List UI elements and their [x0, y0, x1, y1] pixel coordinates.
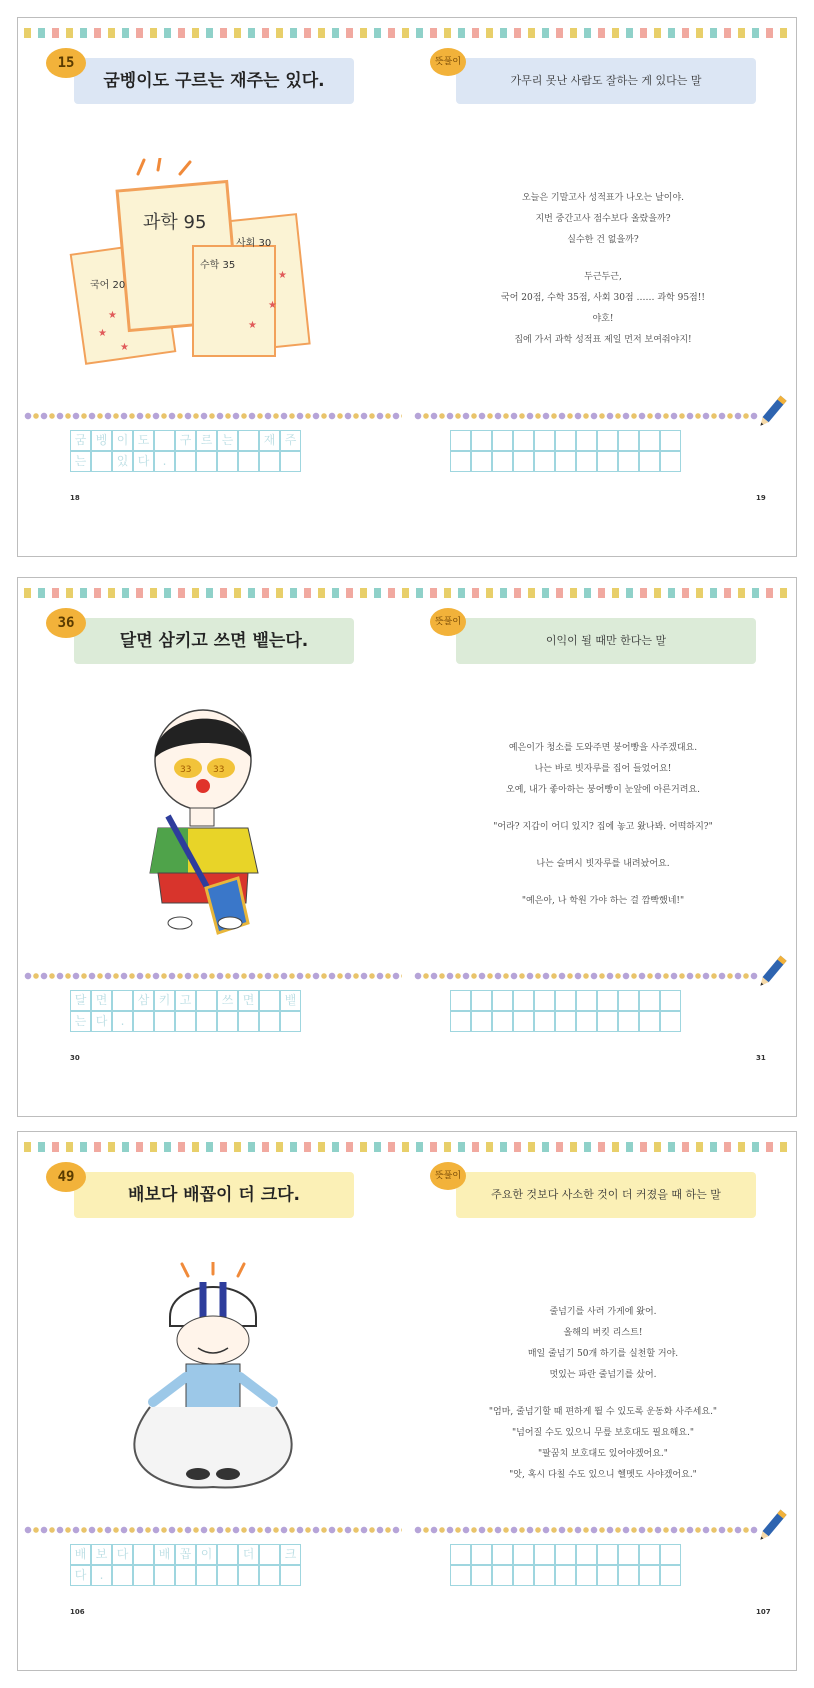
proverb-number: 36: [46, 608, 86, 638]
grid-cell[interactable]: [660, 451, 681, 472]
grid-cell[interactable]: [660, 1565, 681, 1586]
grid-cell[interactable]: 쓰: [217, 990, 238, 1011]
story-line: 올해의 버킷 리스트!: [563, 1328, 643, 1338]
grid-cell[interactable]: [259, 990, 280, 1011]
meaning-label: 뜻풀이: [430, 608, 466, 636]
story-line: 야호!: [592, 314, 614, 324]
grid-cell[interactable]: 다: [91, 1011, 112, 1032]
grid-cell[interactable]: [618, 1544, 639, 1565]
grid-cell[interactable]: [513, 990, 534, 1011]
grid-cell[interactable]: 는: [70, 1011, 91, 1032]
grid-cell[interactable]: [555, 1011, 576, 1032]
grid-cell[interactable]: [450, 1565, 471, 1586]
grid-cell[interactable]: [555, 1565, 576, 1586]
grid-cell[interactable]: [259, 1565, 280, 1586]
grid-cell[interactable]: [471, 1565, 492, 1586]
story-line: 나는 바로 빗자루를 집어 들었어요!: [534, 764, 672, 774]
grid-cell[interactable]: [238, 430, 259, 451]
bead-divider: [414, 1526, 758, 1534]
grid-cell[interactable]: [492, 1011, 513, 1032]
story-line: 두근두근,: [584, 272, 622, 282]
paper-korean: 국어 20: [90, 280, 126, 291]
svg-text:★: ★: [268, 300, 277, 311]
story-line: 멋있는 파란 줄넘기를 샀어.: [549, 1370, 657, 1380]
grid-cell[interactable]: [576, 1544, 597, 1565]
story-line: 오늘은 기말고사 성적표가 나오는 날이야.: [521, 193, 685, 203]
grid-cell[interactable]: [597, 990, 618, 1011]
boy-jump-rope-illustration: [98, 1262, 328, 1502]
grid-cell[interactable]: 는: [70, 451, 91, 472]
story-text: [448, 188, 758, 351]
grid-cell[interactable]: 다: [112, 1544, 133, 1565]
grid-cell[interactable]: [492, 1544, 513, 1565]
grid-cell[interactable]: [112, 990, 133, 1011]
grid-cell[interactable]: [471, 430, 492, 451]
story-line: "엄마, 줄넘기할 때 편하게 뛸 수 있도록 운동화 사주세요.": [488, 1407, 718, 1417]
right-page: [408, 1132, 797, 1670]
grid-cell[interactable]: [280, 451, 301, 472]
grid-cell[interactable]: [259, 451, 280, 472]
grid-cell[interactable]: [217, 1544, 238, 1565]
bead-divider: [414, 972, 758, 980]
bead-divider: [24, 972, 402, 980]
grid-cell[interactable]: [555, 430, 576, 451]
story-text: [448, 738, 758, 912]
story-text: [448, 1302, 758, 1486]
grid-cell[interactable]: [639, 1011, 660, 1032]
grid-cell[interactable]: [618, 1011, 639, 1032]
grid-cell[interactable]: [597, 1565, 618, 1586]
grid-cell[interactable]: [175, 1011, 196, 1032]
story-line: 줄넘기를 사러 가게에 왔어.: [549, 1307, 657, 1317]
pencil-icon: [756, 1506, 788, 1546]
meaning-label: 뜻풀이: [430, 48, 466, 76]
grid-cell[interactable]: [513, 1011, 534, 1032]
writing-grid-right: [450, 1544, 681, 1586]
grid-cell[interactable]: [555, 990, 576, 1011]
page-number-left: 18: [70, 494, 80, 502]
grid-cell[interactable]: 꼽: [175, 1544, 196, 1565]
writing-grid-left: [70, 430, 301, 472]
grid-cell[interactable]: [196, 1011, 217, 1032]
grid-cell[interactable]: [618, 430, 639, 451]
grid-cell[interactable]: 다: [133, 451, 154, 472]
eye-left-text: 33: [180, 765, 192, 775]
grid-cell[interactable]: [513, 451, 534, 472]
grid-cell[interactable]: 고: [175, 990, 196, 1011]
meaning-band: [456, 58, 756, 104]
grid-cell[interactable]: [618, 1565, 639, 1586]
paper-math: 수학 35: [200, 260, 236, 271]
boy-sweeping-illustration: [118, 698, 318, 948]
grid-cell[interactable]: 구: [175, 430, 196, 451]
right-page: [408, 578, 797, 1116]
grid-cell[interactable]: 다: [70, 1565, 91, 1586]
grid-cell[interactable]: [133, 1544, 154, 1565]
grid-cell[interactable]: [618, 451, 639, 472]
grid-cell[interactable]: [154, 430, 175, 451]
meaning-text: 가무리 못난 사람도 잘하는 게 있다는 말: [510, 74, 702, 87]
grid-cell[interactable]: 이: [112, 430, 133, 451]
grid-cell[interactable]: [660, 430, 681, 451]
grid-cell[interactable]: [154, 1565, 175, 1586]
svg-text:★: ★: [108, 310, 117, 321]
grid-cell[interactable]: 르: [196, 430, 217, 451]
grid-cell[interactable]: [259, 1011, 280, 1032]
story-line: "넘어질 수도 있으니 무릎 보호대도 필요해요.": [512, 1428, 694, 1438]
grid-cell[interactable]: 주: [280, 430, 301, 451]
left-page: [18, 18, 408, 556]
story-line: "팔꿈치 보호대도 있어야겠어요.": [538, 1449, 668, 1459]
page-number-left: 30: [70, 1054, 80, 1062]
grid-cell[interactable]: 배: [154, 1544, 175, 1565]
proverb-number: 49: [46, 1162, 86, 1192]
grid-cell[interactable]: .: [112, 1011, 133, 1032]
grid-cell[interactable]: [133, 1011, 154, 1032]
grid-cell[interactable]: 있: [112, 451, 133, 472]
grid-cell[interactable]: [450, 990, 471, 1011]
story-line: 오예, 내가 좋아하는 붕어빵이 눈앞에 아른거려요.: [506, 785, 700, 795]
grid-cell[interactable]: [576, 1011, 597, 1032]
grid-cell[interactable]: [534, 1011, 555, 1032]
grid-cell[interactable]: [175, 1565, 196, 1586]
grid-cell[interactable]: [534, 1565, 555, 1586]
story-line: 실수한 건 없을까?: [567, 235, 639, 245]
grid-cell[interactable]: 보: [91, 1544, 112, 1565]
grid-cell[interactable]: [450, 1544, 471, 1565]
grid-cell[interactable]: [492, 990, 513, 1011]
grid-cell[interactable]: [534, 990, 555, 1011]
grid-cell[interactable]: 면: [91, 990, 112, 1011]
meaning-text: 주요한 것보다 사소한 것이 더 커졌을 때 하는 말: [491, 1188, 721, 1201]
grid-cell[interactable]: .: [91, 1565, 112, 1586]
grid-cell[interactable]: .: [154, 451, 175, 472]
grid-cell[interactable]: [154, 1011, 175, 1032]
title-band: [74, 1172, 354, 1218]
bead-divider: [24, 1526, 402, 1534]
grid-cell[interactable]: [534, 451, 555, 472]
grid-cell[interactable]: [660, 1011, 681, 1032]
grid-cell[interactable]: 도: [133, 430, 154, 451]
grid-cell[interactable]: [217, 1565, 238, 1586]
eye-right-text: 33: [213, 765, 225, 775]
grid-cell[interactable]: [576, 1565, 597, 1586]
svg-text:★: ★: [278, 270, 287, 281]
report-cards-illustration: [68, 158, 328, 378]
grid-cell[interactable]: [112, 1565, 133, 1586]
grid-cell[interactable]: 키: [154, 990, 175, 1011]
grid-cell[interactable]: 배: [70, 1544, 91, 1565]
grid-cell[interactable]: [492, 430, 513, 451]
grid-cell[interactable]: [639, 451, 660, 472]
grid-cell[interactable]: [471, 1544, 492, 1565]
pencil-icon: [756, 952, 788, 992]
page-number-left: 106: [70, 1608, 85, 1616]
story-line: "어라? 지갑이 어디 있지? 집에 놓고 왔나봐. 어떡하지?": [493, 822, 713, 832]
proverb-title: 달면 삼키고 쓰면 뱉는다.: [119, 631, 309, 651]
book-spread-15: [17, 17, 797, 557]
grid-cell[interactable]: [450, 451, 471, 472]
grid-cell[interactable]: [133, 1565, 154, 1586]
story-line: 국어 20점, 수학 35점, 사회 30점 …… 과학 95점!!: [501, 293, 705, 303]
grid-cell[interactable]: 벵: [91, 430, 112, 451]
title-band: [74, 618, 354, 664]
grid-cell[interactable]: [576, 990, 597, 1011]
grid-cell[interactable]: 더: [238, 1544, 259, 1565]
grid-cell[interactable]: [597, 430, 618, 451]
grid-cell[interactable]: [639, 990, 660, 1011]
grid-cell[interactable]: [618, 990, 639, 1011]
grid-cell[interactable]: [534, 430, 555, 451]
grid-cell[interactable]: [576, 430, 597, 451]
left-page: [18, 578, 408, 1116]
grid-cell[interactable]: [196, 1565, 217, 1586]
grid-cell[interactable]: [639, 430, 660, 451]
grid-cell[interactable]: [217, 1011, 238, 1032]
grid-cell[interactable]: [639, 1565, 660, 1586]
paper-social: 사회 30: [236, 238, 272, 249]
grid-cell[interactable]: [471, 451, 492, 472]
page-number-right: 107: [756, 1608, 771, 1616]
grid-cell[interactable]: 크: [280, 1544, 301, 1565]
meaning-band: [456, 618, 756, 664]
story-line: 지번 중간고사 점수보다 올랐을까?: [535, 214, 671, 224]
story-line: 매일 줄넘기 50개 하기를 실천할 거야.: [527, 1349, 679, 1359]
grid-cell[interactable]: 뱉: [280, 990, 301, 1011]
writing-grid-right: [450, 990, 681, 1032]
story-line: 나는 슬며시 빗자루를 내려놨어요.: [536, 859, 670, 869]
sparkle-lines: [138, 158, 190, 174]
grid-cell[interactable]: [217, 451, 238, 472]
svg-text:★: ★: [98, 328, 107, 339]
grid-cell[interactable]: [280, 1011, 301, 1032]
writing-grid-right: [450, 430, 681, 472]
grid-cell[interactable]: [259, 1544, 280, 1565]
grid-cell[interactable]: [597, 451, 618, 472]
grid-cell[interactable]: [513, 1565, 534, 1586]
proverb-number: 15: [46, 48, 86, 78]
bead-divider: [414, 412, 758, 420]
grid-cell[interactable]: 삼: [133, 990, 154, 1011]
grid-cell[interactable]: [513, 1544, 534, 1565]
grid-cell[interactable]: [238, 1565, 259, 1586]
page-number-right: 31: [756, 1054, 766, 1062]
grid-cell[interactable]: [597, 1011, 618, 1032]
book-spread-36: [17, 577, 797, 1117]
grid-cell[interactable]: [660, 1544, 681, 1565]
grid-cell[interactable]: [513, 430, 534, 451]
grid-cell[interactable]: 굼: [70, 430, 91, 451]
grid-cell[interactable]: [450, 430, 471, 451]
svg-text:★: ★: [248, 320, 257, 331]
grid-cell[interactable]: [492, 1565, 513, 1586]
grid-cell[interactable]: [534, 1544, 555, 1565]
writing-grid-left: [70, 1544, 301, 1586]
grid-cell[interactable]: 면: [238, 990, 259, 1011]
grid-cell[interactable]: [238, 1011, 259, 1032]
grid-cell[interactable]: [238, 451, 259, 472]
writing-grid-left: [70, 990, 301, 1032]
grid-cell[interactable]: [91, 451, 112, 472]
grid-cell[interactable]: 재: [259, 430, 280, 451]
story-line: 집에 가서 과학 성적표 제일 먼저 보여줘야지!: [514, 335, 692, 345]
grid-cell[interactable]: [471, 1011, 492, 1032]
story-line: "앗, 혹시 다칠 수도 있으니 헬멧도 사야겠어요.": [509, 1470, 697, 1480]
grid-cell[interactable]: [555, 451, 576, 472]
proverb-title: 배보다 배꼽이 더 크다.: [127, 1185, 300, 1205]
grid-cell[interactable]: [597, 1544, 618, 1565]
grid-cell[interactable]: [639, 1544, 660, 1565]
book-spread-49: [17, 1131, 797, 1671]
proverb-title: 굼벵이도 구르는 재주는 있다.: [103, 71, 325, 91]
story-line: "예은아, 나 학원 가야 하는 걸 깜빡했네!": [521, 896, 685, 906]
grid-cell[interactable]: 이: [196, 1544, 217, 1565]
grid-cell[interactable]: [555, 1544, 576, 1565]
left-page: [18, 1132, 408, 1670]
right-page: [408, 18, 797, 556]
grid-cell[interactable]: [660, 990, 681, 1011]
bead-divider: [24, 412, 402, 420]
grid-cell[interactable]: [450, 1011, 471, 1032]
grid-cell[interactable]: 달: [70, 990, 91, 1011]
grid-cell[interactable]: 는: [217, 430, 238, 451]
grid-cell[interactable]: [492, 451, 513, 472]
grid-cell[interactable]: [280, 1565, 301, 1586]
title-band: [74, 58, 354, 104]
grid-cell[interactable]: [175, 451, 196, 472]
meaning-text: 이익이 될 때만 한다는 말: [545, 634, 667, 647]
story-line: 예은이가 청소를 도와주면 붕어빵을 사주겠대요.: [508, 743, 698, 753]
grid-cell[interactable]: [576, 451, 597, 472]
grid-cell[interactable]: [196, 451, 217, 472]
grid-cell[interactable]: [471, 990, 492, 1011]
paper-science: 과학 95: [143, 212, 207, 233]
pencil-icon: [756, 392, 788, 432]
grid-cell[interactable]: [196, 990, 217, 1011]
meaning-band: [456, 1172, 756, 1218]
meaning-label: 뜻풀이: [430, 1162, 466, 1190]
page-number-right: 19: [756, 494, 766, 502]
svg-text:★: ★: [120, 342, 129, 353]
